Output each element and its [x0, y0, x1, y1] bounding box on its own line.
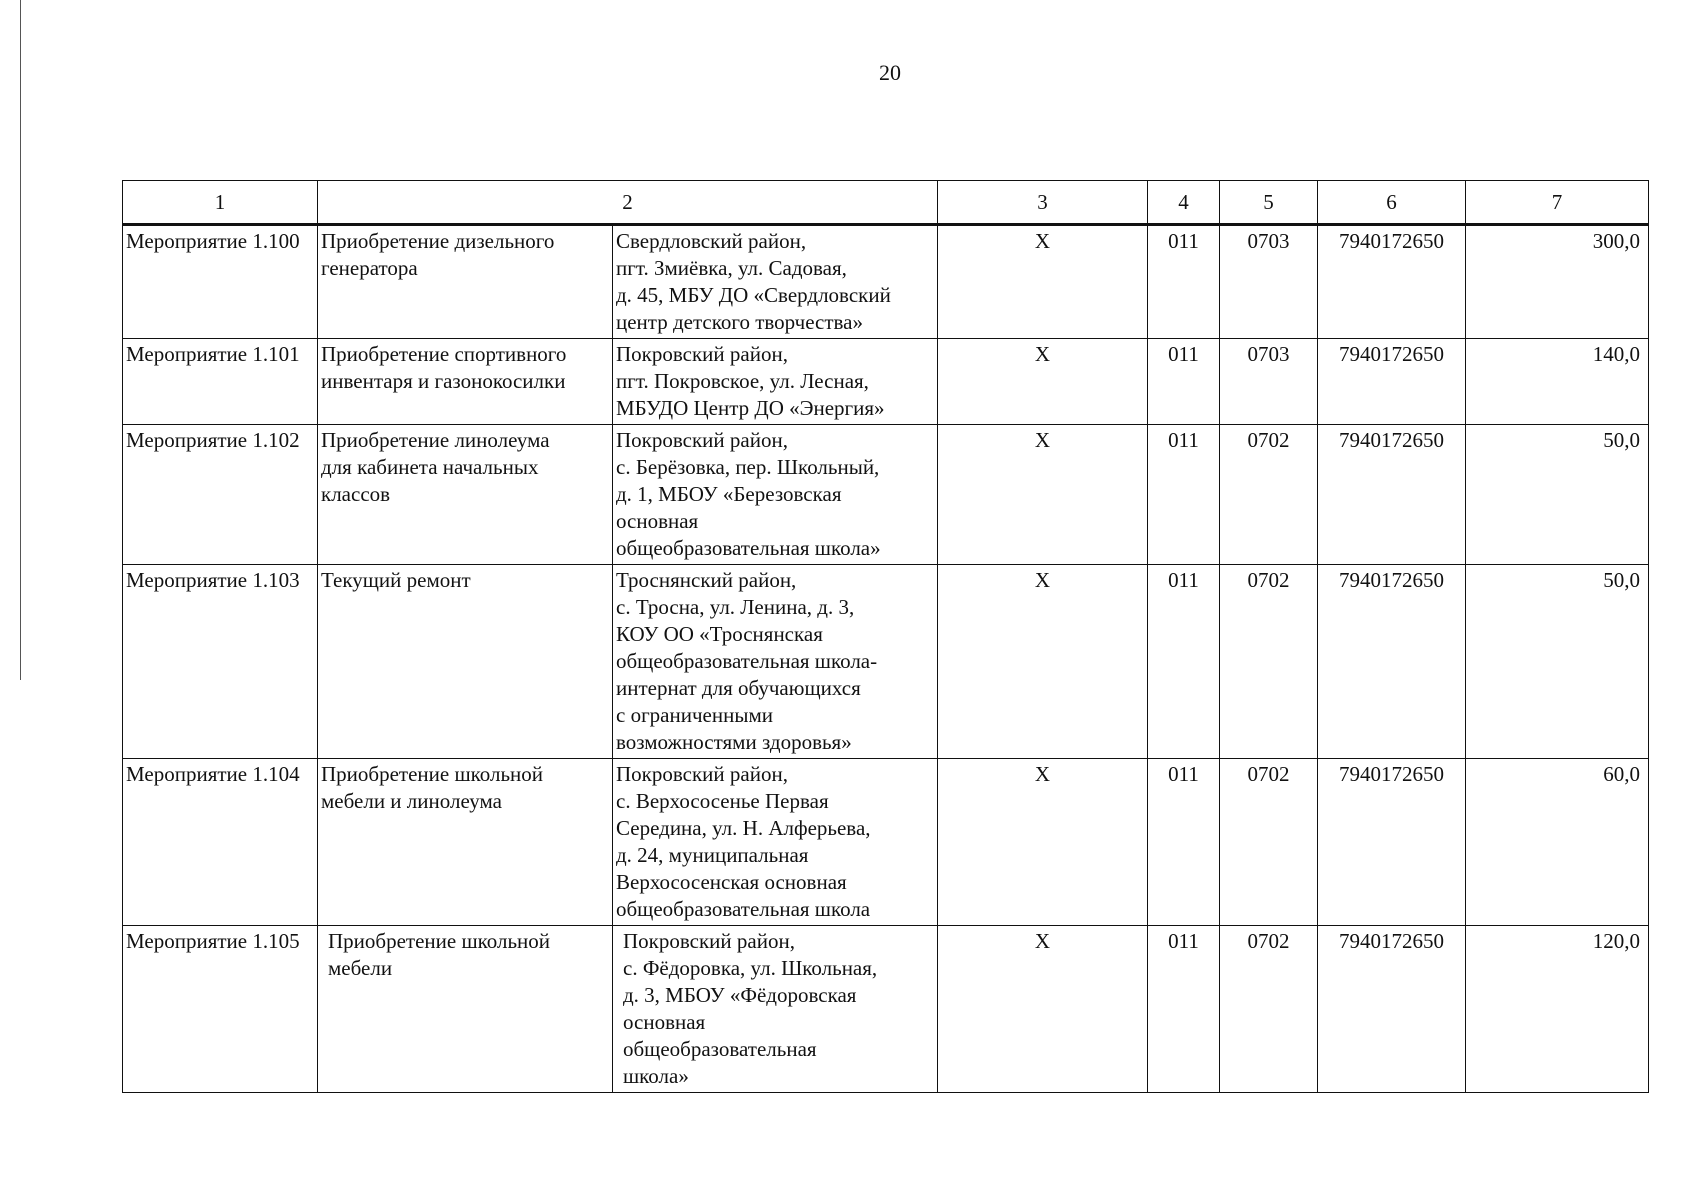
col6-cell: 7940172650 [1318, 225, 1466, 339]
amount-cell: 50,0 [1466, 425, 1649, 565]
table-row [123, 339, 1649, 425]
col4-cell: 011 [1148, 225, 1220, 339]
header-col-1: 1 [123, 181, 318, 225]
col6-cell: 7940172650 [1318, 926, 1466, 1093]
measure-id: Мероприятие 1.103 [123, 565, 318, 759]
measure-name: Приобретение спортивного инвентаря и газонокосилки [318, 339, 613, 425]
col5-cell: 0702 [1220, 425, 1318, 565]
col3-cell: X [938, 339, 1148, 425]
col3-cell: X [938, 926, 1148, 1093]
table-row [123, 425, 1649, 565]
header-col-5: 5 [1220, 181, 1318, 225]
col4-cell: 011 [1148, 339, 1220, 425]
col5-cell: 0702 [1220, 565, 1318, 759]
col6-cell: 7940172650 [1318, 759, 1466, 926]
table-row [123, 565, 1649, 759]
measure-id: Мероприятие 1.105 [123, 926, 318, 1093]
measure-id: Мероприятие 1.100 [123, 225, 318, 339]
measure-name: Текущий ремонт [318, 565, 613, 759]
measure-address: Покровский район, с. Берёзовка, пер. Школьный, д. 1, МБОУ «Березовская основная общеобразовательная школа» [613, 425, 938, 565]
margin-line [20, 0, 21, 680]
amount-cell: 300,0 [1466, 225, 1649, 339]
header-col-7: 7 [1466, 181, 1649, 225]
col4-cell: 011 [1148, 565, 1220, 759]
col6-cell: 7940172650 [1318, 565, 1466, 759]
measure-id: Мероприятие 1.101 [123, 339, 318, 425]
col5-cell: 0702 [1220, 759, 1318, 926]
budget-table [122, 180, 1649, 1093]
header-row [123, 181, 1649, 225]
table-row [123, 225, 1649, 339]
measure-name: Приобретение линолеума для кабинета начальных классов [318, 425, 613, 565]
col3-cell: X [938, 759, 1148, 926]
header-col-4: 4 [1148, 181, 1220, 225]
col4-cell: 011 [1148, 926, 1220, 1093]
measure-name: Приобретение школьной мебели [318, 926, 613, 1093]
col4-cell: 011 [1148, 759, 1220, 926]
table-row [123, 759, 1649, 926]
measure-address: Свердловский район, пгт. Змиёвка, ул. Садовая, д. 45, МБУ ДО «Свердловский центр детского творчества» [613, 225, 938, 339]
measure-id: Мероприятие 1.104 [123, 759, 318, 926]
table-row [123, 926, 1649, 1093]
col6-cell: 7940172650 [1318, 425, 1466, 565]
measure-address: Покровский район, пгт. Покровское, ул. Лесная, МБУДО Центр ДО «Энергия» [613, 339, 938, 425]
measure-name: Приобретение дизельного генератора [318, 225, 613, 339]
amount-cell: 50,0 [1466, 565, 1649, 759]
amount-cell: 60,0 [1466, 759, 1649, 926]
col5-cell: 0703 [1220, 339, 1318, 425]
page-number: 20 [879, 60, 901, 85]
col3-cell: X [938, 565, 1148, 759]
measure-address: Покровский район, с. Фёдоровка, ул. Школьная, д. 3, МБОУ «Фёдоровская основная общеобразовательная школа» [613, 926, 938, 1093]
header-col-3: 3 [938, 181, 1148, 225]
col4-cell: 011 [1148, 425, 1220, 565]
amount-cell: 120,0 [1466, 926, 1649, 1093]
measure-name: Приобретение школьной мебели и линолеума [318, 759, 613, 926]
measure-id: Мероприятие 1.102 [123, 425, 318, 565]
col3-cell: X [938, 425, 1148, 565]
col5-cell: 0703 [1220, 225, 1318, 339]
col5-cell: 0702 [1220, 926, 1318, 1093]
measure-address: Троснянский район, с. Тросна, ул. Ленина, д. 3, КОУ ОО «Троснянская общеобразовательная школа- интернат для обучающихся с ограниченными возможностями здоровья» [613, 565, 938, 759]
col3-cell: X [938, 225, 1148, 339]
header-col-2: 2 [318, 181, 938, 225]
measure-address: Покровский район, с. Верхососенье Первая Середина, ул. Н. Алферьева, д. 24, муниципальная Верхососенская основная общеобразовательная школа [613, 759, 938, 926]
header-col-6: 6 [1318, 181, 1466, 225]
amount-cell: 140,0 [1466, 339, 1649, 425]
col6-cell: 7940172650 [1318, 339, 1466, 425]
